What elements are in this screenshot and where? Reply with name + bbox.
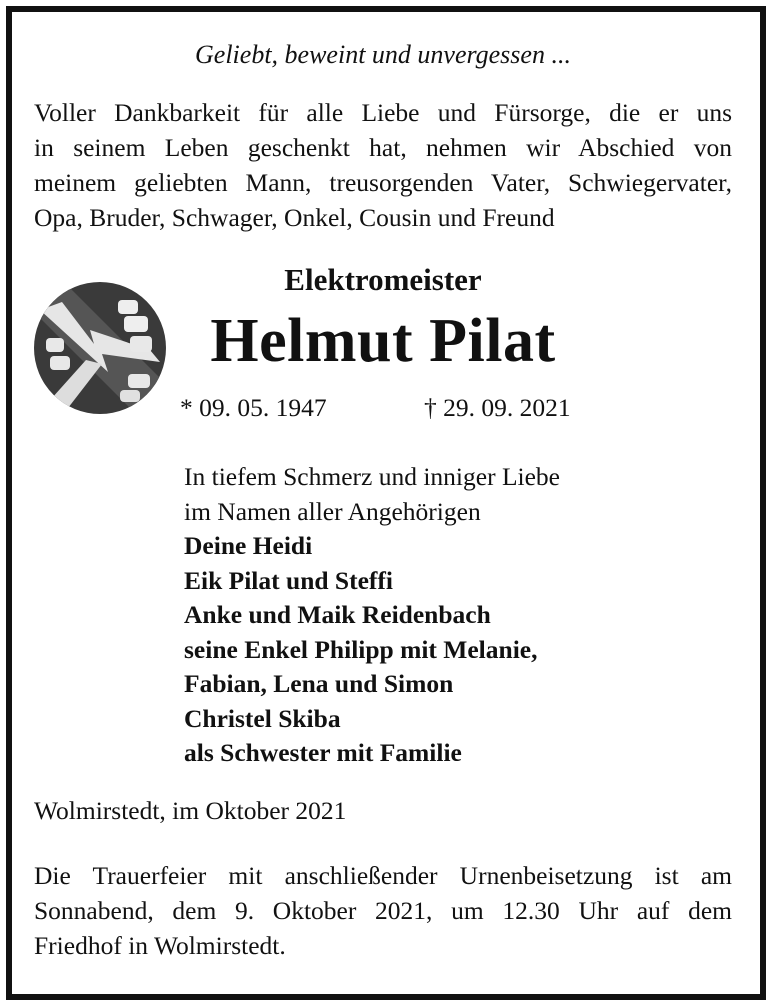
intro-line: in seinem Leben geschenkt hat, nehmen wir Abschied von (34, 133, 732, 162)
death-date: † 29. 09. 2021 (424, 393, 571, 422)
birth-date: * 09. 05. 1947 (180, 393, 327, 422)
mourner-name: als Schwester mit Familie (184, 738, 462, 767)
motto: Geliebt, beweint und unvergessen ... (195, 40, 571, 69)
intro-line: Opa, Bruder, Schwager, Onkel, Cousin und Freund (34, 203, 555, 232)
funeral-line: Sonnabend, dem 9. Oktober 2021, um 12.30 Uhr auf dem (34, 896, 732, 925)
mourner-name: Deine Heidi (184, 531, 313, 560)
intro-line: Voller Dankbarkeit für alle Liebe und Fürsorge, die er uns (34, 98, 732, 127)
intro-text (34, 95, 732, 235)
funeral-notice (34, 858, 732, 963)
deceased-name: Helmut Pilat (210, 307, 556, 375)
mourning-line: im Namen aller Angehörigen (184, 496, 481, 526)
mourner-name: Anke und Maik Reidenbach (184, 600, 491, 629)
funeral-line: Die Trauerfeier mit anschließender Urnenbeisetzung ist am (34, 861, 732, 890)
mourner-name: Fabian, Lena und Simon (184, 669, 454, 698)
funeral-line: Friedhof in Wolmirstedt. (34, 931, 286, 960)
place-date: Wolmirstedt, im Oktober 2021 (34, 796, 347, 825)
intro-line: meinem geliebten Mann, treusorgenden Vater, Schwiegervater, (34, 168, 732, 197)
mourner-name: Eik Pilat und Steffi (184, 565, 393, 595)
mourner-name: seine Enkel Philipp mit Melanie, (184, 634, 538, 664)
mourning-line: In tiefem Schmerz und inniger Liebe (184, 462, 560, 491)
mourner-name: Christel Skiba (184, 703, 341, 733)
occupation-title: Elektromeister (284, 262, 482, 297)
mourners-list (184, 460, 560, 771)
